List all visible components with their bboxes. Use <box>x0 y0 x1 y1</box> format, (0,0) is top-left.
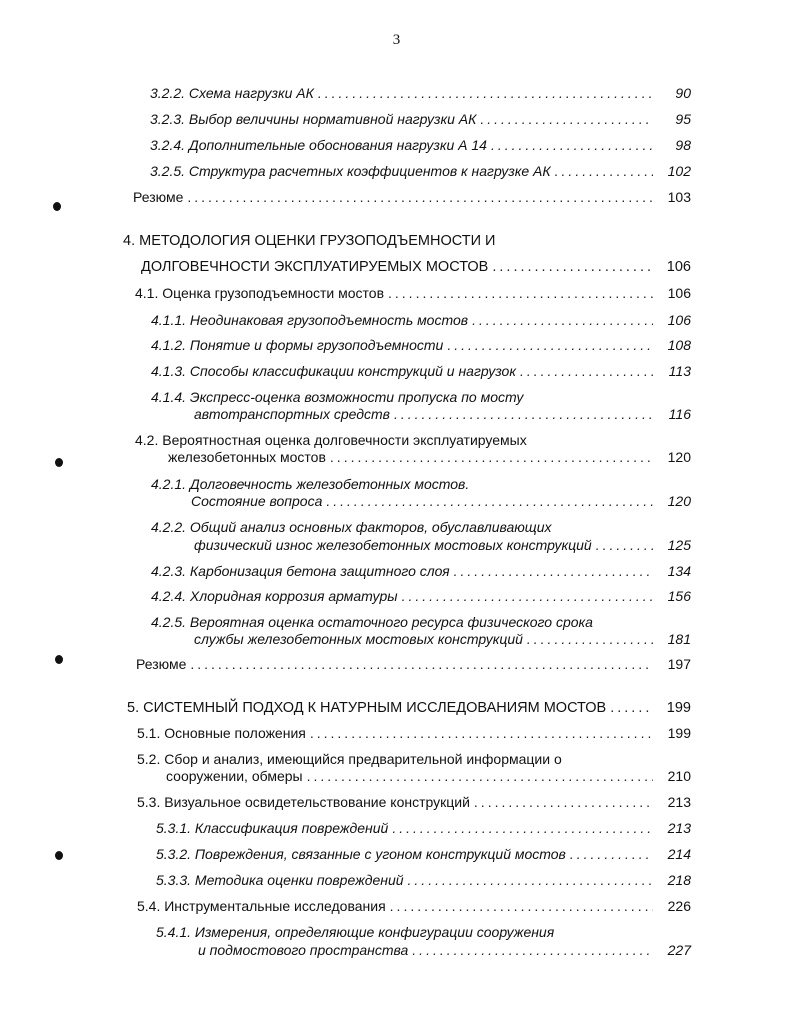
toc-entry-4-2[interactable] <box>168 447 691 467</box>
toc-page: 106 <box>666 259 691 275</box>
leader-dots <box>187 187 653 207</box>
leader-dots <box>318 83 653 103</box>
leader-dots <box>190 654 653 674</box>
leader-dots <box>390 896 653 916</box>
toc-title: 4.2.3. Карбонизация бетона защитного слоя <box>151 563 450 579</box>
toc-entry-4-2-1[interactable] <box>191 491 691 511</box>
toc-title: Резюме <box>136 656 187 672</box>
toc-entry-5-3-3[interactable] <box>156 870 691 890</box>
toc-title: 5.4. Инструментальные исследования <box>137 898 386 914</box>
toc-page: 125 <box>667 537 691 553</box>
toc-title: 4.1.3. Способы классификации конструкций и нагрузок <box>151 363 516 379</box>
toc-entry-3-2-2[interactable] <box>150 83 691 103</box>
toc-title: и подмостового пространства <box>198 942 409 958</box>
toc-page: 116 <box>668 406 691 422</box>
toc-page: 106 <box>667 285 691 301</box>
toc-page: 227 <box>667 942 691 958</box>
toc-entry-4-1-3[interactable] <box>151 361 691 381</box>
toc-title: 4.1.1. Неодинаковая грузоподъемность мостов <box>151 312 469 328</box>
toc-title: ДОЛГОВЕЧНОСТИ ЭКСПЛУАТИРУЕМЫХ МОСТОВ <box>141 259 489 275</box>
toc-title: сооружении, обмеры <box>166 768 303 784</box>
leader-dots <box>520 361 653 381</box>
leader-dots <box>394 404 653 424</box>
toc-page: 103 <box>667 189 691 205</box>
toc-page: 120 <box>667 493 691 509</box>
leader-dots <box>447 335 653 355</box>
toc-title: 3.2.3. Выбор величины нормативной нагрузки АК <box>150 111 477 127</box>
toc-page: 95 <box>675 111 691 127</box>
toc-title: физический износ железобетонных мостовых конструкций <box>194 537 592 553</box>
leader-dots <box>555 161 653 181</box>
toc-entry-4-2-5[interactable] <box>194 629 691 649</box>
toc-entry-3-2-5[interactable] <box>150 161 691 181</box>
toc-title: 5.1. Основные положения <box>137 725 306 741</box>
toc-entry-4-1-1[interactable] <box>151 310 691 330</box>
toc-entry-resume-4[interactable] <box>136 654 691 674</box>
toc-title: службы железобетонных мостовых конструкций <box>194 631 523 647</box>
leader-dots <box>310 723 653 743</box>
toc-page: 226 <box>667 898 691 914</box>
toc-entry-4-2-4[interactable] <box>151 586 691 606</box>
toc-title: 5. СИСТЕМНЫЙ ПОДХОД К НАТУРНЫМ ИССЛЕДОВАНИЯМ МОСТОВ <box>127 700 607 716</box>
toc-entry-3-2-4[interactable] <box>150 135 691 155</box>
toc-title: автотранспортных средств <box>194 406 390 422</box>
toc-entry-4-1-2[interactable] <box>151 335 691 355</box>
punch-hole-mark <box>53 202 61 211</box>
toc-title: 3.2.2. Схема нагрузки АК <box>150 85 314 101</box>
toc-entry-4-2-2[interactable] <box>194 535 691 555</box>
toc-entry-4-1[interactable] <box>135 283 691 303</box>
toc-entry-5-3-2[interactable] <box>156 844 691 864</box>
toc-entry-chapter-4[interactable] <box>141 257 691 277</box>
leader-dots <box>392 818 653 838</box>
toc-title: Резюме <box>133 189 184 205</box>
leader-dots <box>472 310 653 330</box>
toc-4-1-4-line1: 4.1.4. Экспресс-оценка возможности пропуска по мосту <box>151 389 524 405</box>
toc-entry-resume-3[interactable] <box>133 187 691 207</box>
punch-hole-mark <box>55 655 63 664</box>
toc-4-2-1-line1: 4.2.1. Долговечность железобетонных мостов. <box>151 476 470 492</box>
toc-title: железобетонных мостов <box>168 449 326 465</box>
toc-entry-5-3-1[interactable] <box>156 818 691 838</box>
toc-page: 199 <box>666 700 691 716</box>
toc-title: Состояние вопроса <box>191 493 323 509</box>
toc-entry-4-2-3[interactable] <box>151 561 691 581</box>
leader-dots <box>388 283 653 303</box>
toc-title: 5.3.1. Классификация повреждений <box>156 820 389 836</box>
toc-entry-5-3[interactable] <box>137 792 691 812</box>
toc-page: 199 <box>667 725 691 741</box>
toc-title: 3.2.5. Структура расчетных коэффициентов к нагрузке АК <box>150 163 551 179</box>
toc-page: 120 <box>667 449 691 465</box>
toc-page: 197 <box>667 656 691 672</box>
leader-dots <box>326 491 653 511</box>
toc-title: 4.1. Оценка грузоподъемности мостов <box>135 285 385 301</box>
leader-dots <box>454 561 653 581</box>
toc-entry-4-1-4[interactable] <box>194 404 691 424</box>
leader-dots <box>412 940 653 960</box>
leader-dots <box>610 698 653 718</box>
toc-entry-5-2[interactable] <box>166 766 691 786</box>
toc-entry-chapter-5[interactable] <box>127 698 691 718</box>
toc-page: 210 <box>667 768 691 784</box>
leader-dots <box>480 109 653 129</box>
toc-entry-5-4[interactable] <box>137 896 691 916</box>
toc-title: 5.3. Визуальное освидетельствование конструкций <box>137 794 470 810</box>
toc-page: 108 <box>667 337 691 353</box>
toc-4-2-line1: 4.2. Вероятностная оценка долговечности эксплуатируемых <box>135 432 527 448</box>
leader-dots <box>474 792 653 812</box>
leader-dots <box>330 447 653 467</box>
leader-dots <box>491 135 653 155</box>
toc-chapter-4-line1: 4. МЕТОДОЛОГИЯ ОЦЕНКИ ГРУЗОПОДЪЕМНОСТИ И <box>123 233 496 249</box>
toc-page: 90 <box>675 85 691 101</box>
toc-5-4-1-line1: 5.4.1. Измерения, определяющие конфигурации сооружения <box>156 924 555 940</box>
toc-4-2-2-line1: 4.2.2. Общий анализ основных факторов, обуславливающих <box>151 519 552 535</box>
toc-entry-3-2-3[interactable] <box>150 109 691 129</box>
toc-page: 213 <box>667 820 691 836</box>
leader-dots <box>307 766 653 786</box>
leader-dots <box>402 586 653 606</box>
leader-dots <box>596 535 653 555</box>
toc-page: 214 <box>667 846 691 862</box>
toc-page: 98 <box>675 137 691 153</box>
toc-page: 213 <box>667 794 691 810</box>
toc-4-2-5-line1: 4.2.5. Вероятная оценка остаточного ресурса физического срока <box>151 614 593 630</box>
toc-title: 5.3.2. Повреждения, связанные с угоном конструкций мостов <box>156 846 566 862</box>
toc-page: 218 <box>667 872 691 888</box>
leader-dots <box>527 629 653 649</box>
toc-title: 4.1.2. Понятие и формы грузоподъемности <box>151 337 444 353</box>
toc-title: 5.3.3. Методика оценки повреждений <box>156 872 404 888</box>
toc-title: 3.2.4. Дополнительные обоснования нагрузки А 14 <box>150 137 487 153</box>
toc-page: 134 <box>667 563 691 579</box>
toc-page: 181 <box>667 631 691 647</box>
toc-page: 102 <box>667 163 691 179</box>
toc-page: 156 <box>667 588 691 604</box>
leader-dots <box>492 257 653 277</box>
leader-dots <box>570 844 653 864</box>
toc-5-2-line1: 5.2. Сбор и анализ, имеющийся предварительной информации о <box>137 751 562 767</box>
leader-dots <box>408 870 653 890</box>
page-number: 3 <box>392 32 401 48</box>
toc-entry-5-4-1[interactable] <box>198 940 691 960</box>
toc-title: 4.2.4. Хлоридная коррозия арматуры <box>151 588 398 604</box>
punch-hole-mark <box>55 851 63 860</box>
punch-hole-mark <box>55 458 63 467</box>
toc-page: 113 <box>668 363 691 379</box>
toc-page: 106 <box>667 312 691 328</box>
toc-entry-5-1[interactable] <box>137 723 691 743</box>
